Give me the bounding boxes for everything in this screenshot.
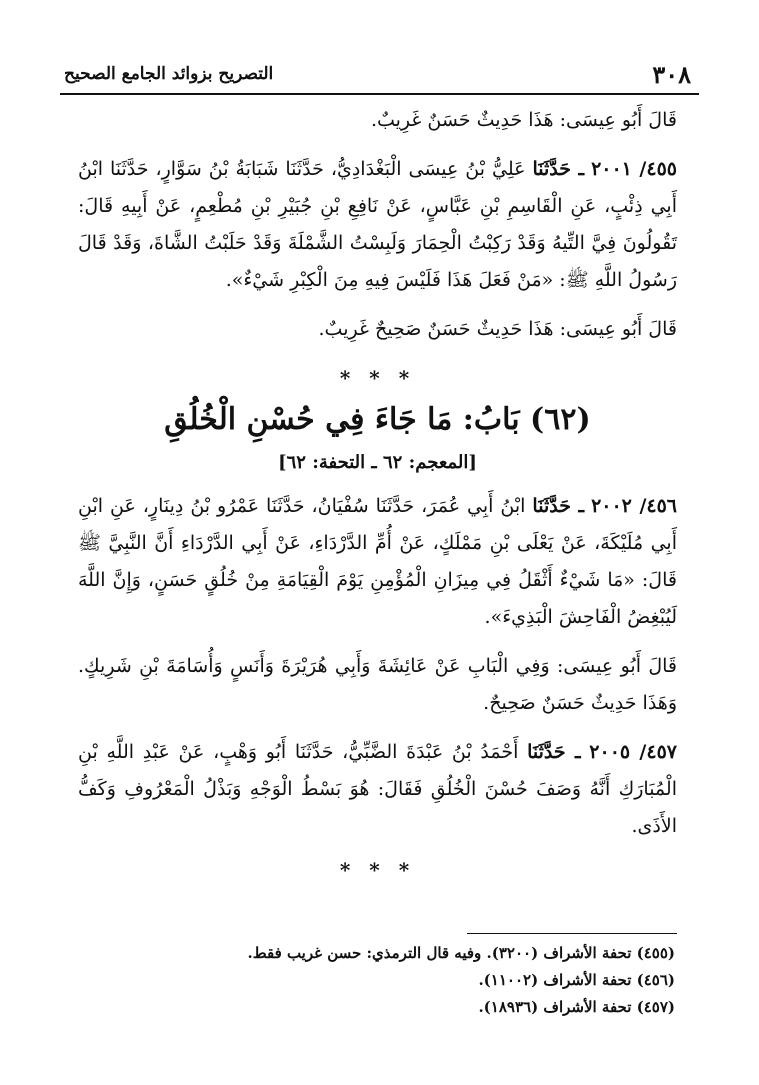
hadith-457 [78,734,677,845]
page-header [60,56,699,96]
abu-isa-comment-2: قَالَ أَبُو عِيسَى: هَذَا حَدِيثٌ حَسَنٌ صَحِيحٌ غَرِيبٌ. [318,318,677,340]
hadith-number: ٤٥٦/ ٢٠٠٢ [591,495,678,517]
footnote-455: (٤٥٥) تحفة الأشراف (٣٢٠٠). وفيه قال الترمذي: حسن غريب فقط. [247,944,675,962]
chapter-title: (٦٢) بَابُ: مَا جَاءَ فِي حُسْنِ الْخُلُقِ [164,402,591,437]
hadith-text: أَحْمَدُ بْنُ عَبْدَةَ الضَّبِّيُّ، حَدَّثَنَا أَبُو وَهْبٍ، عَنْ عَبْدِ اللَّهِ بْنِ الْمُبَارَكِ أَنَّهُ وَصَفَ حُسْنَ الْخُلُقِ فَقَالَ: هُوَ بَسْطُ الْوَجْهِ وَبَذْلُ الْمَعْرُوفِ وَكَفُّ الأَذَى. [78,741,677,837]
hadith-number: ٤٥٧/ ٢٠٠٥ [589,741,678,763]
isnad-opening: ـ حَدَّثَنَا [527,741,581,763]
page-number: ٣٠٨ [652,60,691,89]
isnad-opening: ـ حَدَّثَنَا [532,158,585,180]
footnote-rule [467,933,677,934]
footnotes [78,940,675,1021]
hadith-455 [78,151,677,299]
hadith-text: عَلِيُّ بْنُ عِيسَى الْبَغْدَادِيُّ، حَدَّثَنَا شَبَابَةُ بْنُ سَوَّارٍ، حَدَّثَنَا ابْنُ أَبِي ذِئْبٍ، عَنِ الْقَاسِمِ بْنِ عَبَّاسٍ، عَنْ نَافِعِ بْنِ جُبَيْرِ بْنِ مُطْعِمٍ، عَنْ أَبِيهِ قَالَ: تَقُولُونَ فِيَّ التِّيهُ وَقَدْ رَكِبْتُ الْحِمَارَ وَلَبِسْتُ الشَّمْلَةَ وَقَدْ حَلَبْتُ الشَّاةَ، وَقَدْ قَالَ رَسُولُ اللَّهِ ﷺ: «مَنْ فَعَلَ هَذَا فَلَيْسَ فِيهِ مِنَ الْكِبْرِ شَيْءٌ». [78,158,677,291]
isnad-opening: ـ حَدَّثَنَا [532,495,585,517]
section-separator: * * * [339,858,416,882]
hadith-text: ابْنُ أَبِي عُمَرَ، حَدَّثَنَا سُفْيَانُ، حَدَّثَنَا عَمْرُو بْنُ دِينَارٍ، عَنِ ابْنِ أَبِي مُلَيْكَةَ، عَنْ يَعْلَى بْنِ مَمْلَكٍ، عَنْ أُمِّ الدَّرْدَاءِ، عَنْ أَبِي الدَّرْدَاءِ أَنَّ النَّبِيَّ ﷺ قَالَ: «مَا شَيْءٌ أَثْقَلُ فِي مِيزَانِ الْمُؤْمِنِ يَوْمَ الْقِيَامَةِ مِنْ خُلُقٍ حَسَنٍ، وَإِنَّ اللَّهَ لَيُبْغِضُ الْفَاحِشَ الْبَذِيءَ». [78,495,677,628]
hadith-456 [78,488,677,636]
section-separator: * * * [339,366,416,390]
footnote-456: (٤٥٦) تحفة الأشراف (١١٠٠٢). [478,971,675,989]
abu-isa-comment-1: قَالَ أَبُو عِيسَى: هَذَا حَدِيثٌ حَسَنٌ غَرِيبٌ. [370,109,677,131]
footnote-457: (٤٥٧) تحفة الأشراف (١٨٩٣٦). [478,998,675,1016]
chapter-reference: [المعجم: ٦٢ ـ التحفة: ٦٢] [278,452,477,473]
abu-isa-comment-3: قَالَ أَبُو عِيسَى: وَفِي الْبَابِ عَنْ عَائِشَةَ وَأَبِي هُرَيْرَةَ وَأَنَسٍ وَأُسَامَةَ بْنِ شَرِيكٍ. وَهَذَا حَدِيثٌ حَسَنٌ صَحِيحٌ. [78,655,677,714]
header-rule [60,93,699,95]
running-title: التصريح بزوائد الجامع الصحيح [64,64,274,84]
hadith-number: ٤٥٥/ ٢٠٠١ [591,158,677,180]
page-body [78,102,677,845]
